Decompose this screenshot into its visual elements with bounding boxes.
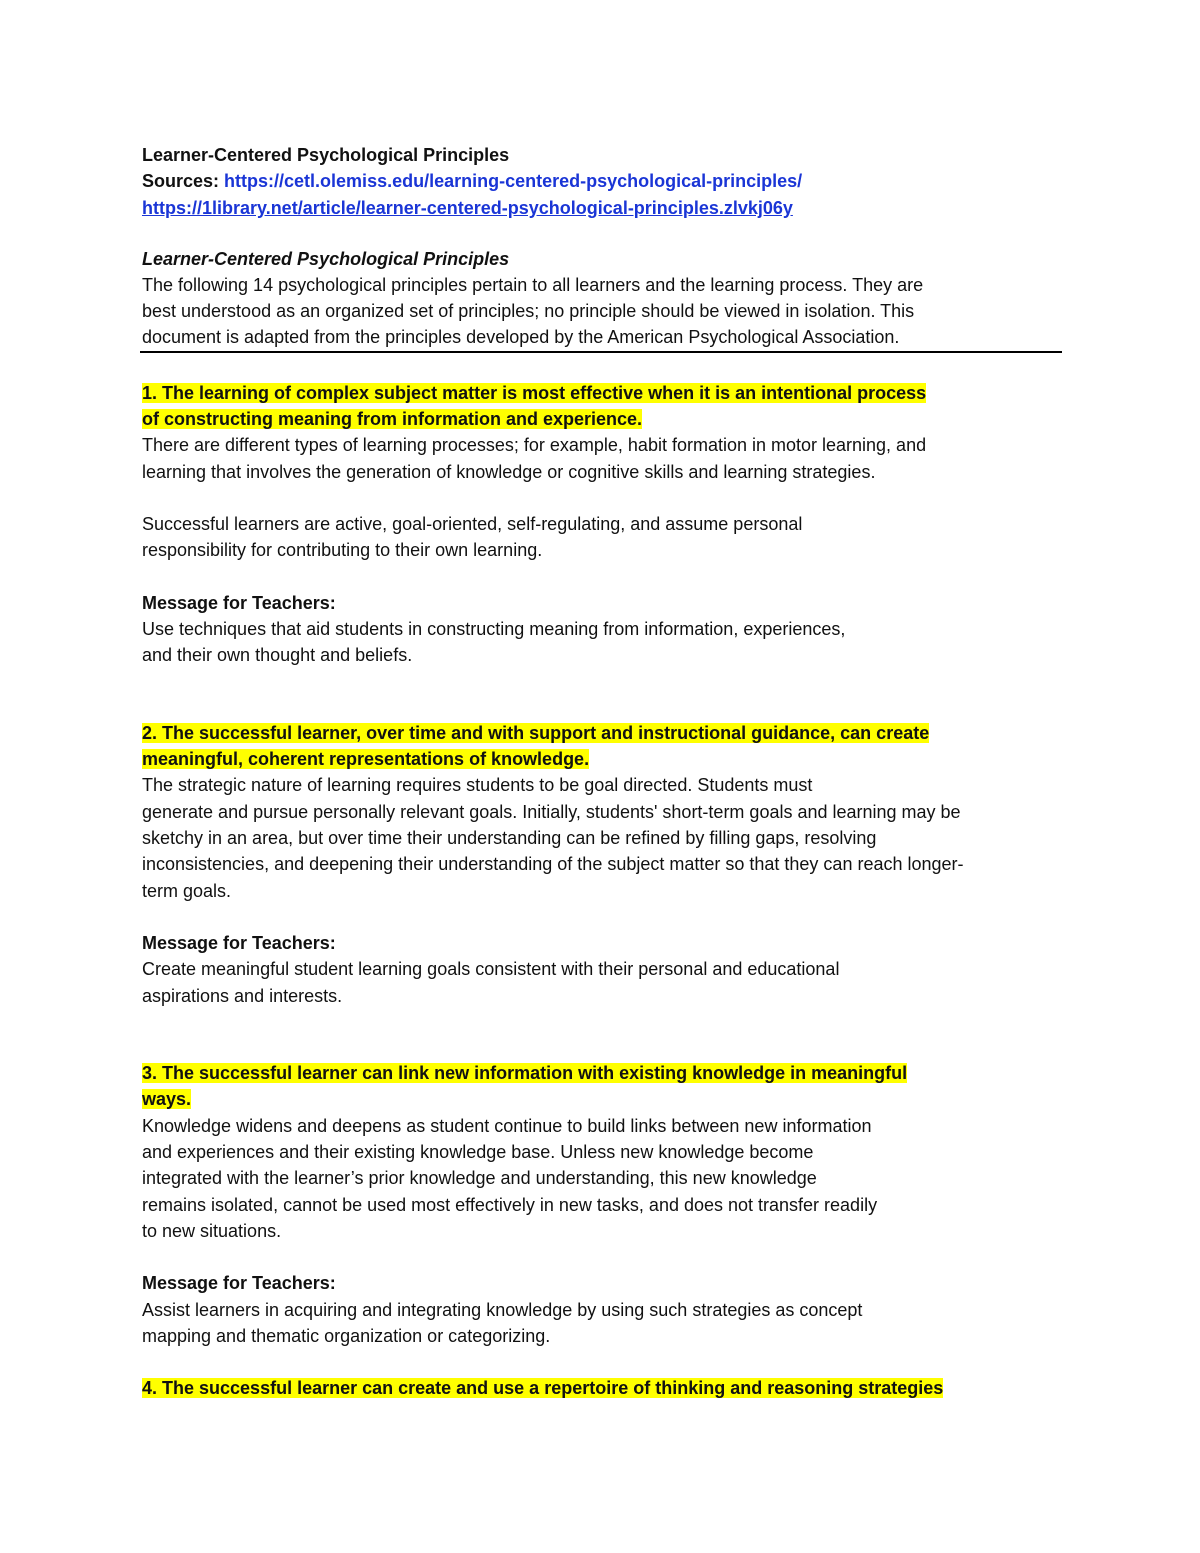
message-line: mapping and thematic organization or categorizing.	[142, 1326, 551, 1346]
principle-heading-line: 1. The learning of complex subject matter is most effective when it is an intentional process	[142, 383, 927, 403]
principle-heading-line: meaningful, coherent representations of knowledge.	[142, 749, 590, 769]
intro-heading: Learner-Centered Psychological Principles	[142, 249, 510, 269]
principle-4-heading	[142, 1376, 943, 1400]
principle-body-line: sketchy in an area, but over time their understanding can be refined by filling gaps, resolving	[142, 828, 877, 848]
message-line: aspirations and interests.	[142, 986, 343, 1006]
sources-label: Sources:	[142, 171, 220, 191]
principle-body-line: The strategic nature of learning requires students to be goal directed. Students must	[142, 775, 813, 795]
principle-body-line: learning that involves the generation of knowledge or cognitive skills and learning strategies.	[142, 462, 876, 482]
principle-1-heading-cont	[142, 407, 642, 431]
sources-line	[142, 169, 802, 193]
principle-body-line: term goals.	[142, 881, 232, 901]
source-link-1library[interactable]: https://1library.net/article/learner-centered-psychological-principles.zlvkj06y	[142, 198, 793, 218]
intro-line: best understood as an organized set of principles; no principle should be viewed in isolation. This	[142, 301, 915, 321]
principle-body-line: integrated with the learner’s prior knowledge and understanding, this new knowledge	[142, 1168, 817, 1188]
principle-body-line: inconsistencies, and deepening their understanding of the subject matter so that they can reach longer-	[142, 854, 964, 874]
principle-body-line: remains isolated, cannot be used most effectively in new tasks, and does not transfer readily	[142, 1195, 878, 1215]
document-title: Learner-Centered Psychological Principles	[142, 145, 510, 165]
principle-body-line: Knowledge widens and deepens as student continue to build links between new information	[142, 1116, 872, 1136]
message-for-teachers-label: Message for Teachers:	[142, 1273, 336, 1293]
message-for-teachers-label: Message for Teachers:	[142, 933, 336, 953]
principle-heading-line: ways.	[142, 1089, 192, 1109]
principle-body-line: There are different types of learning processes; for example, habit formation in motor learning, and	[142, 435, 927, 455]
intro-line: The following 14 psychological principles pertain to all learners and the learning process. They are	[142, 275, 924, 295]
principle-body-line: Successful learners are active, goal-oriented, self-regulating, and assume personal	[142, 514, 803, 534]
message-line: Assist learners in acquiring and integrating knowledge by using such strategies as concept	[142, 1300, 863, 1320]
principle-1-heading	[142, 381, 926, 405]
principle-heading-line: 2. The successful learner, over time and with support and instructional guidance, can create	[142, 723, 930, 743]
message-line: Use techniques that aid students in constructing meaning from information, experiences,	[142, 619, 846, 639]
principle-2-heading-cont	[142, 747, 589, 771]
principle-body-line: generate and pursue personally relevant goals. Initially, students' short-term goals and learning may be	[142, 802, 961, 822]
principle-heading-line: 4. The successful learner can create and use a repertoire of thinking and reasoning strategies	[142, 1378, 944, 1398]
message-line: and their own thought and beliefs.	[142, 645, 413, 665]
principle-heading-line: 3. The successful learner can link new information with existing knowledge in meaningful	[142, 1063, 908, 1083]
principle-3-heading	[142, 1061, 907, 1085]
principle-body-line: to new situations.	[142, 1221, 282, 1241]
principle-body-line: and experiences and their existing knowledge base. Unless new knowledge become	[142, 1142, 814, 1162]
section-divider	[140, 351, 1062, 353]
principle-3-heading-cont	[142, 1087, 191, 1111]
message-line: Create meaningful student learning goals consistent with their personal and educational	[142, 959, 840, 979]
source-link-cetl[interactable]: https://cetl.olemiss.edu/learning-centered-psychological-principles/	[224, 171, 803, 191]
intro-line: document is adapted from the principles developed by the American Psychological Association.	[142, 327, 900, 347]
principle-2-heading	[142, 721, 929, 745]
principle-body-line: responsibility for contributing to their own learning.	[142, 540, 543, 560]
principle-heading-line: of constructing meaning from information and experience.	[142, 409, 643, 429]
message-for-teachers-label: Message for Teachers:	[142, 593, 336, 613]
